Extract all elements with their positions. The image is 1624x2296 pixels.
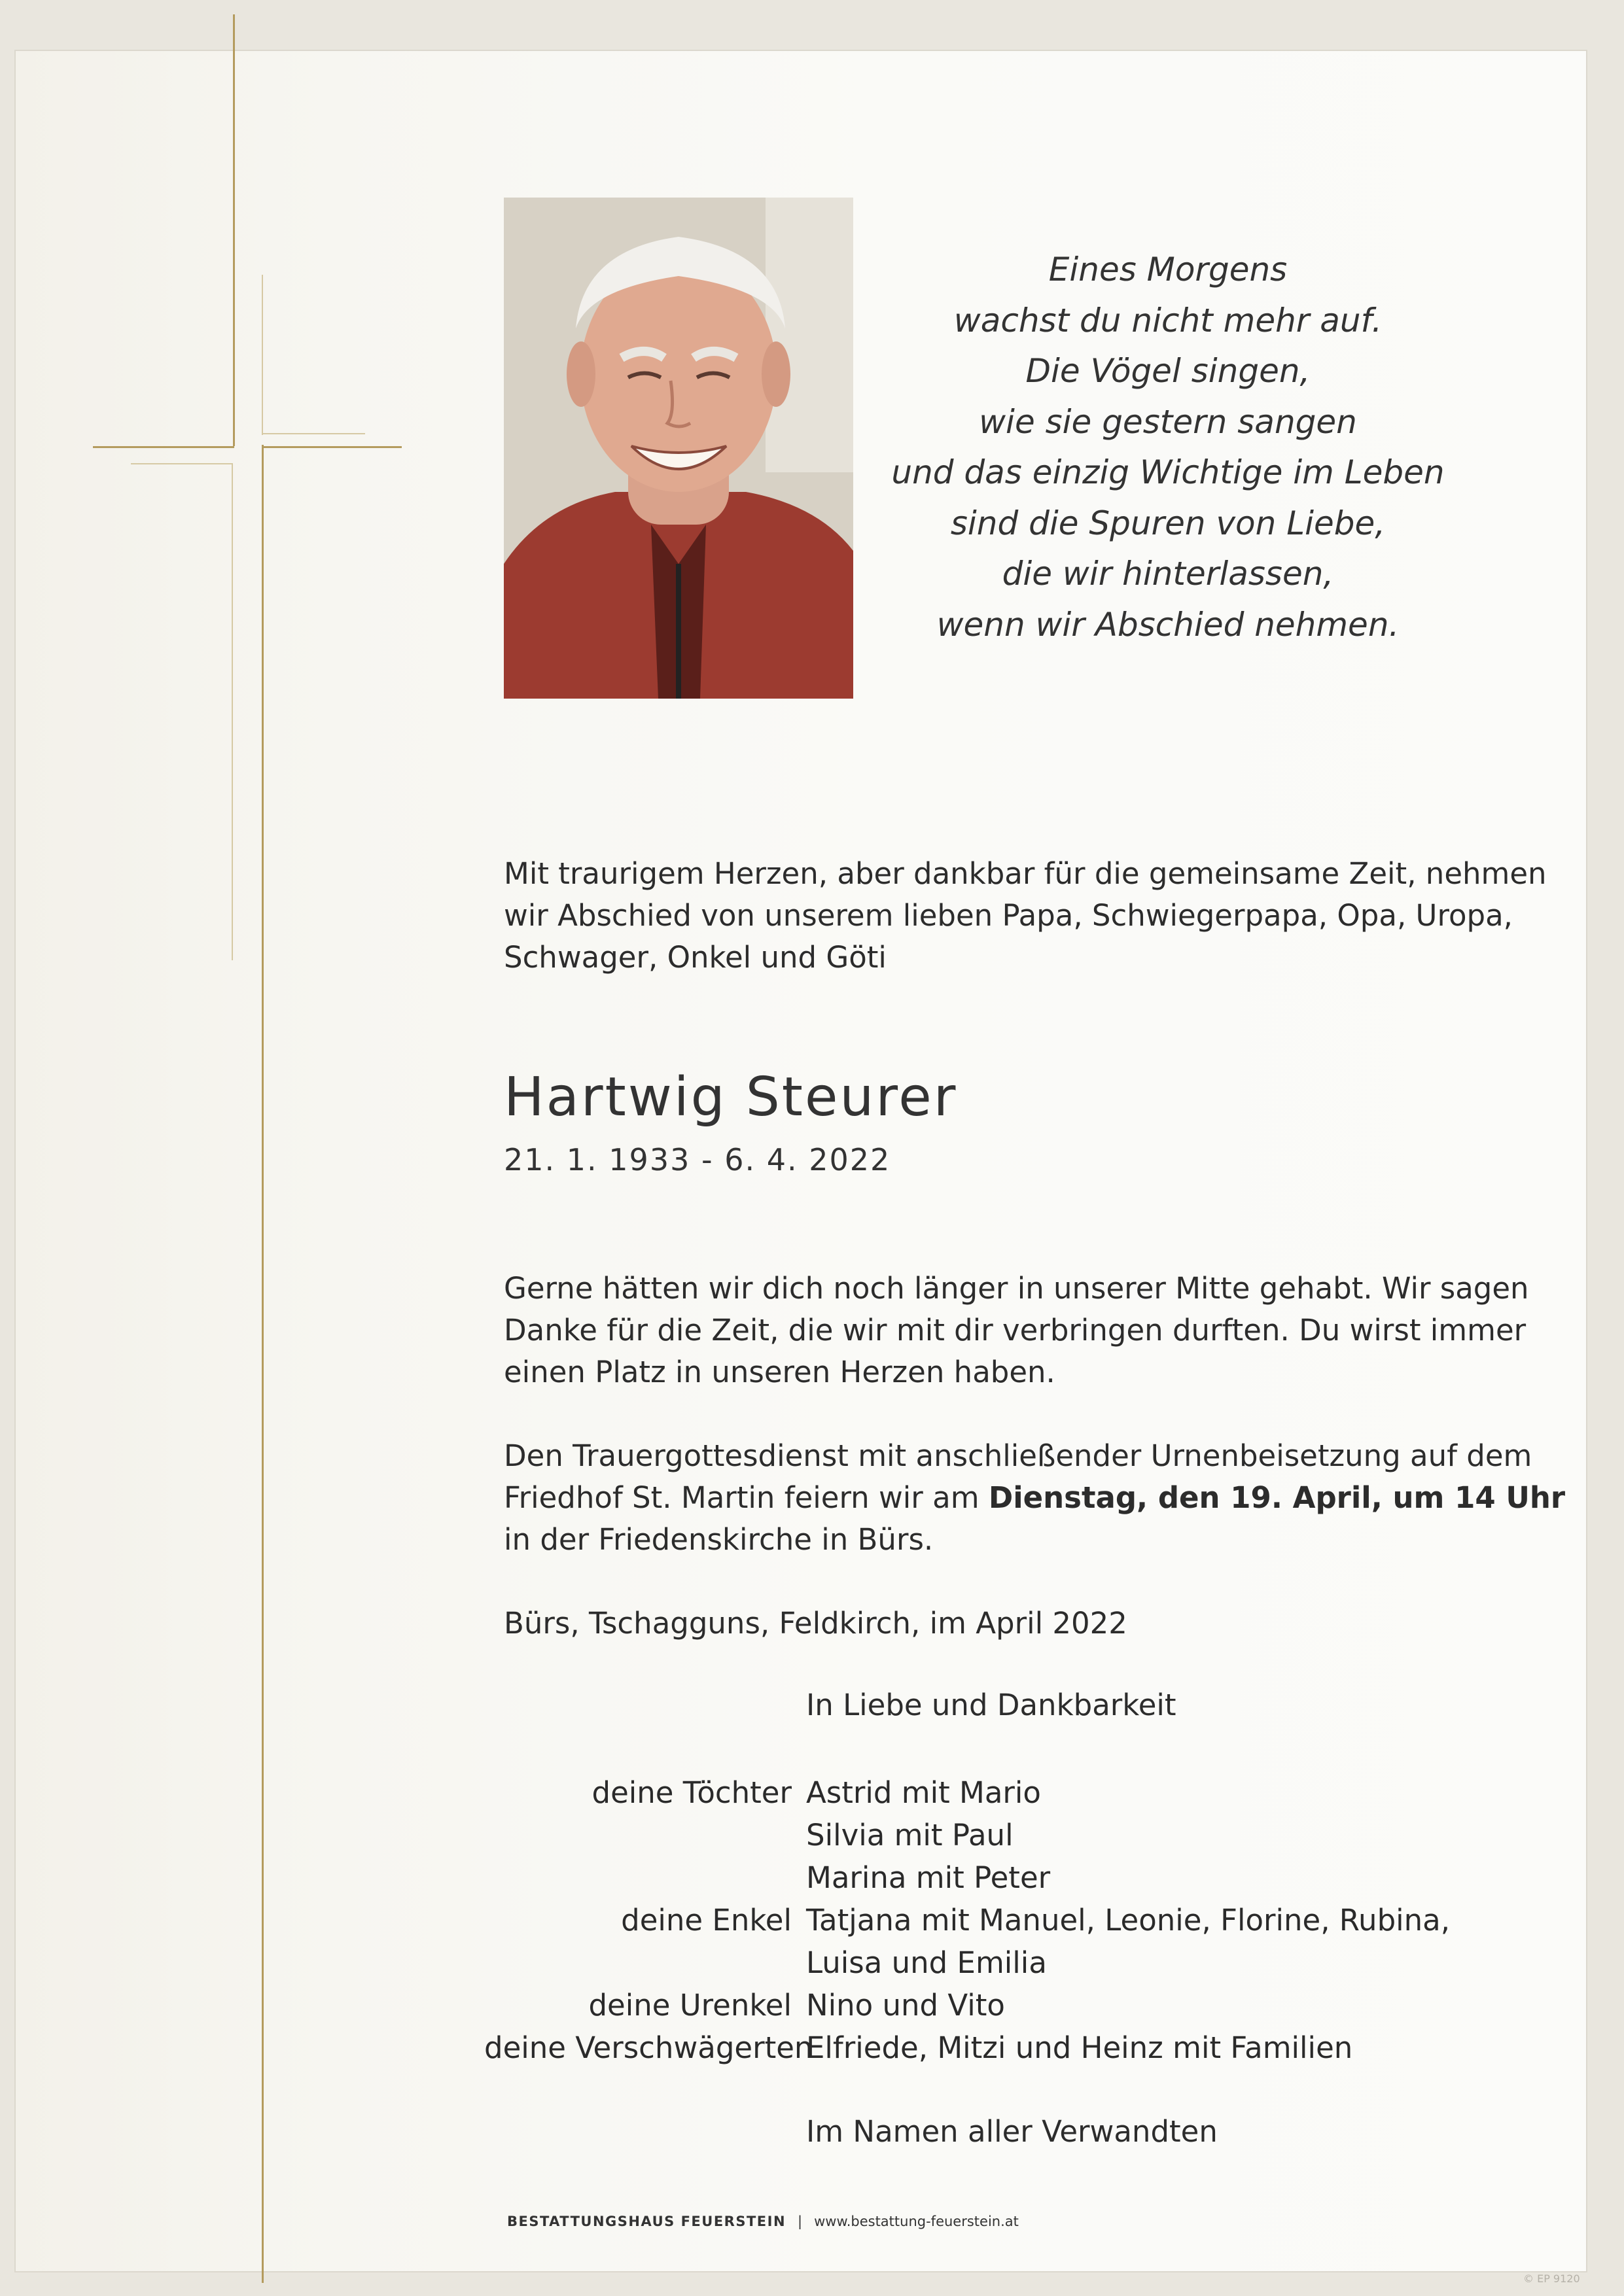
message-line: einen Platz in unseren Herzen haben.: [504, 1355, 1055, 1389]
greeting: In Liebe und Dankbarkeit: [806, 1688, 1176, 1722]
poem-line: die wir hinterlassen,: [1002, 555, 1334, 593]
place-date: Bürs, Tschagguns, Feldkirch, im April 2022: [504, 1606, 1127, 1641]
mourner-row: [484, 1856, 1466, 1899]
mourner-row: [484, 1899, 1466, 1941]
mourner-row: [484, 1814, 1466, 1856]
message-line: Danke für die Zeit, die wir mit dir verbringen durften. Du wirst immer: [504, 1313, 1527, 1348]
mourner-row: [484, 1984, 1466, 2026]
service-line: Den Trauergottesdienst mit anschließender Urnenbeisetzung auf dem: [504, 1438, 1532, 1473]
life-dates: 21. 1. 1933 - 6. 4. 2022: [504, 1142, 891, 1177]
mourner-names: Luisa und Emilia: [806, 1945, 1047, 1980]
poem-line: wenn wir Abschied nehmen.: [936, 605, 1400, 644]
intro-line: Mit traurigem Herzen, aber dankbar für die gemeinsame Zeit, nehmen: [504, 856, 1547, 891]
mourner-role: deine Töchter: [591, 1775, 792, 1810]
website-link[interactable]: www.bestattung-feuerstein.at: [814, 2214, 1019, 2229]
cross-horizontal-right-upper: [263, 433, 365, 434]
poem-line: Die Vögel singen,: [1025, 352, 1311, 390]
message-line: Gerne hätten wir dich noch länger in unserer Mitte gehabt. Wir sagen: [504, 1271, 1529, 1306]
mourner-role: deine Urenkel: [588, 1988, 792, 2023]
poem: [890, 245, 1446, 650]
intro-paragraph: [504, 853, 1547, 979]
portrait-photo: [504, 198, 853, 699]
mourner-role: deine Enkel: [621, 1903, 792, 1938]
mourner-role: [484, 1941, 806, 1984]
mourner-role: [484, 1814, 806, 1856]
deceased-name: Hartwig Steurer: [504, 1066, 958, 1128]
mourner-row: [484, 1941, 1466, 1984]
closing: Im Namen aller Verwandten: [806, 2114, 1218, 2149]
mourner-names: Elfriede, Mitzi und Heinz mit Familien: [806, 2030, 1353, 2065]
service-line: [504, 1477, 1566, 1519]
cross-vertical-left-lower: [232, 463, 233, 960]
mourner-names: Marina mit Peter: [806, 1860, 1051, 1895]
poem-line: sind die Spuren von Liebe,: [950, 504, 1386, 542]
mourner-role: [484, 1856, 806, 1899]
mourner-row: [484, 2026, 1466, 2069]
mourner-names: Tatjana mit Manuel, Leonie, Florine, Rubina,: [806, 1903, 1451, 1938]
poem-line: wie sie gestern sangen: [979, 402, 1357, 441]
service-paragraph: [504, 1435, 1566, 1561]
print-code: © EP 9120: [1523, 2272, 1580, 2285]
cross-horizontal-left: [93, 446, 234, 448]
funeral-home-name: BESTATTUNGSHAUS FEUERSTEIN: [507, 2214, 786, 2229]
cross-horizontal-right: [262, 446, 402, 448]
mourner-names: Astrid mit Mario: [806, 1775, 1041, 1810]
cross-vertical-left: [233, 14, 235, 446]
cross-horizontal-left-lower: [131, 463, 233, 464]
mourners-list: [484, 1771, 1466, 2069]
cross-vertical-right: [262, 445, 264, 2283]
message-paragraph: [504, 1268, 1529, 1393]
mourner-names: Silvia mit Paul: [806, 1818, 1014, 1852]
service-datetime: Dienstag, den 19. April, um 14 Uhr: [988, 1480, 1566, 1515]
poem-line: wachst du nicht mehr auf.: [953, 301, 1383, 339]
mourner-names: Nino und Vito: [806, 1988, 1005, 2023]
mourner-row: [484, 1771, 1466, 1814]
poem-line: und das einzig Wichtige im Leben: [891, 453, 1445, 491]
intro-line: wir Abschied von unserem lieben Papa, Schwiegerpapa, Opa, Uropa,: [504, 898, 1513, 933]
footer: [507, 2214, 1019, 2229]
mourner-role: deine Verschwägerten: [484, 2030, 813, 2065]
service-line-text: Friedhof St. Martin feiern wir am: [504, 1480, 989, 1515]
footer-separator: |: [798, 2214, 803, 2229]
cross-vertical-right-upper: [262, 275, 263, 435]
poem-line: Eines Morgens: [1048, 251, 1288, 288]
service-line: in der Friedenskirche in Bürs.: [504, 1522, 934, 1557]
intro-line: Schwager, Onkel und Göti: [504, 940, 887, 975]
